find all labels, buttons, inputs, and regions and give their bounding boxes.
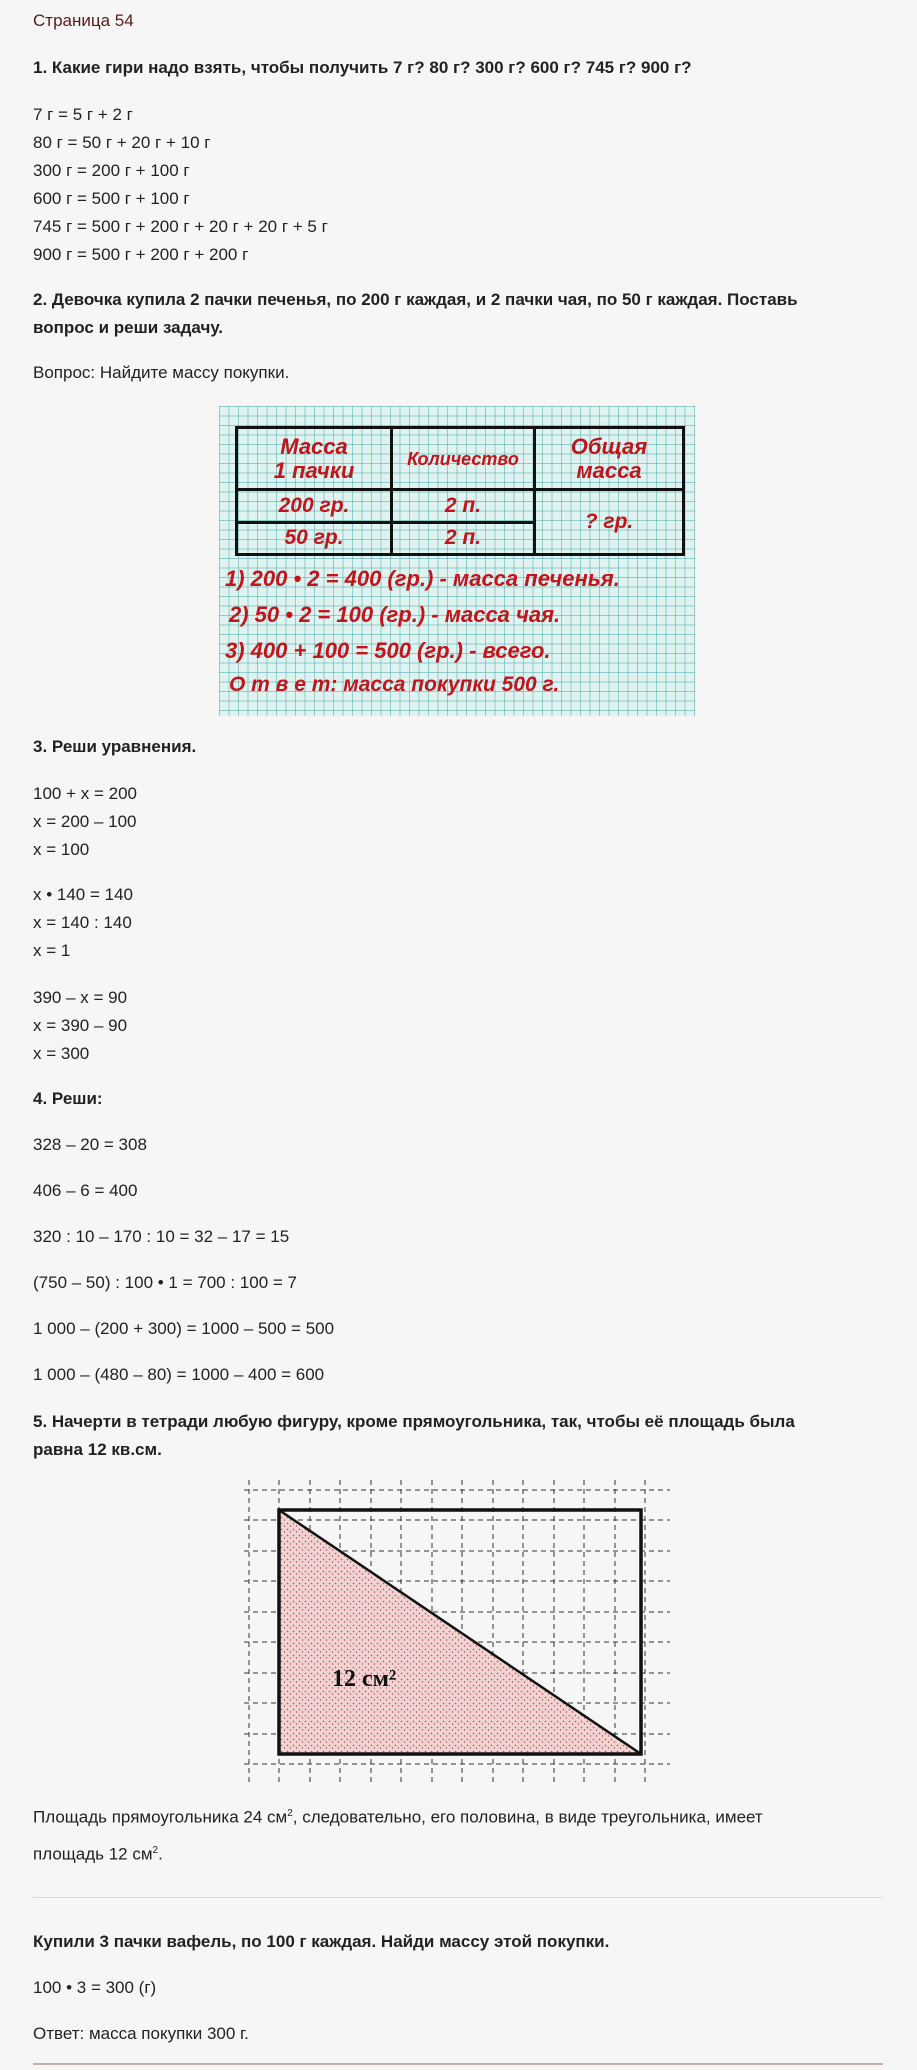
solution-line: О т в е т: масса покупки 500 г. [229, 673, 560, 696]
task4-line: 1 000 – (200 + 300) = 1000 – 500 = 500 [33, 1319, 335, 1338]
explanation-text: Площадь прямоугольника 24 см [33, 1807, 288, 1827]
task1-line: 300 г = 200 г + 100 г [33, 161, 190, 180]
task5-question-line: 5. Начерти в тетради любую фигуру, кроме прямоугольника, так, чтобы её площадь была [33, 1412, 795, 1431]
equation-line: x = 1 [33, 941, 71, 960]
task3-group [33, 984, 883, 1068]
equation-line: x = 300 [33, 1044, 90, 1063]
table-header-quantity: Количество [392, 428, 535, 490]
task4-line: 328 – 20 = 308 [33, 1135, 147, 1154]
solution-line: 3) 400 + 100 = 500 (гр.) - всего. [225, 638, 551, 663]
equation-line: 100 + x = 200 [33, 784, 137, 803]
equation-line: x • 140 = 140 [33, 885, 133, 904]
task4-line: 406 – 6 = 400 [33, 1181, 138, 1200]
task5-explanation [33, 1800, 883, 1868]
task4-line: 1 000 – (480 – 80) = 1000 – 400 = 600 [33, 1365, 325, 1384]
table-header-total [535, 428, 684, 490]
task3-group [33, 780, 883, 864]
page-title: Страница 54 [33, 11, 134, 30]
task3-question: 3. Реши уравнения. [33, 737, 197, 756]
table-cell-total: ? гр. [535, 490, 684, 555]
equation-line: x = 100 [33, 840, 90, 859]
task1-line: 80 г = 50 г + 20 г + 10 г [33, 133, 211, 152]
task5-question-line: равна 12 кв.см. [33, 1440, 162, 1459]
task3-group [33, 881, 883, 965]
table-header-text: масса [576, 457, 642, 483]
task2-question-line: 2. Девочка купила 2 пачки печенья, по 200 г каждая, и 2 пачки чая, по 50 г каждая. Поставь [33, 290, 798, 309]
table-cell: 200 гр. [237, 490, 392, 522]
area-label: 12 см² [332, 1666, 397, 1692]
superscript: 2 [287, 1808, 293, 1819]
task2-solution-image [219, 406, 695, 716]
task4-line: 320 : 10 – 170 : 10 = 32 – 17 = 15 [33, 1227, 290, 1246]
task1-line: 900 г = 500 г + 200 г + 200 г [33, 245, 249, 264]
table-header-text: 1 пачки [273, 457, 355, 483]
task1-line: 600 г = 500 г + 100 г [33, 189, 190, 208]
table-cell: 2 п. [392, 490, 535, 522]
triangle-drawing [244, 1480, 670, 1782]
task2-answer-question: Вопрос: Найдите массу покупки. [33, 363, 290, 382]
table-header-text: Масса [280, 433, 348, 459]
equation-line: x = 200 – 100 [33, 812, 137, 831]
superscript: 2 [152, 1844, 159, 1856]
explanation-line [33, 1800, 883, 1832]
task2-table [235, 426, 685, 556]
explanation-line [33, 1837, 883, 1869]
task4-line: (750 – 50) : 100 • 1 = 700 : 100 = 7 [33, 1273, 297, 1292]
equation-line: x = 390 – 90 [33, 1016, 128, 1035]
explanation-text: , следовательно, его половина, в виде треугольника, имеет [292, 1807, 763, 1827]
explanation-text: . [158, 1844, 163, 1864]
solution-line: 2) 50 • 2 = 100 (гр.) - масса чая. [229, 602, 561, 627]
task1-line: 7 г = 5 г + 2 г [33, 105, 133, 124]
task1-answers [33, 101, 883, 269]
task5-question [33, 1408, 883, 1464]
equation-line: x = 140 : 140 [33, 913, 132, 932]
task6-question: Купили 3 пачки вафель, по 100 г каждая. Найди массу этой покупки. [33, 1932, 610, 1951]
task6-answer: Ответ: масса покупки 300 г. [33, 2024, 249, 2043]
bottom-divider [33, 2063, 883, 2065]
task4-question: 4. Реши: [33, 1089, 103, 1108]
task1-question: 1. Какие гири надо взять, чтобы получить 7 г? 80 г? 300 г? 600 г? 745 г? 900 г? [33, 58, 692, 77]
divider [33, 1897, 883, 1898]
table-cell: 50 гр. [237, 522, 392, 554]
task5-figure [244, 1480, 670, 1782]
task1-line: 745 г = 500 г + 200 г + 20 г + 20 г + 5 г [33, 217, 328, 236]
table-cell: 2 п. [392, 522, 535, 554]
task6-calc: 100 • 3 = 300 (г) [33, 1978, 157, 1997]
explanation-text: площадь 12 см [33, 1844, 153, 1864]
task2-question-line: вопрос и реши задачу. [33, 318, 224, 337]
solution-line: 1) 200 • 2 = 400 (гр.) - масса печенья. [225, 566, 620, 591]
table-header-text: Общая [570, 433, 648, 459]
equation-line: 390 – x = 90 [33, 988, 128, 1007]
task2-question [33, 286, 883, 342]
table-header-mass [237, 428, 392, 490]
